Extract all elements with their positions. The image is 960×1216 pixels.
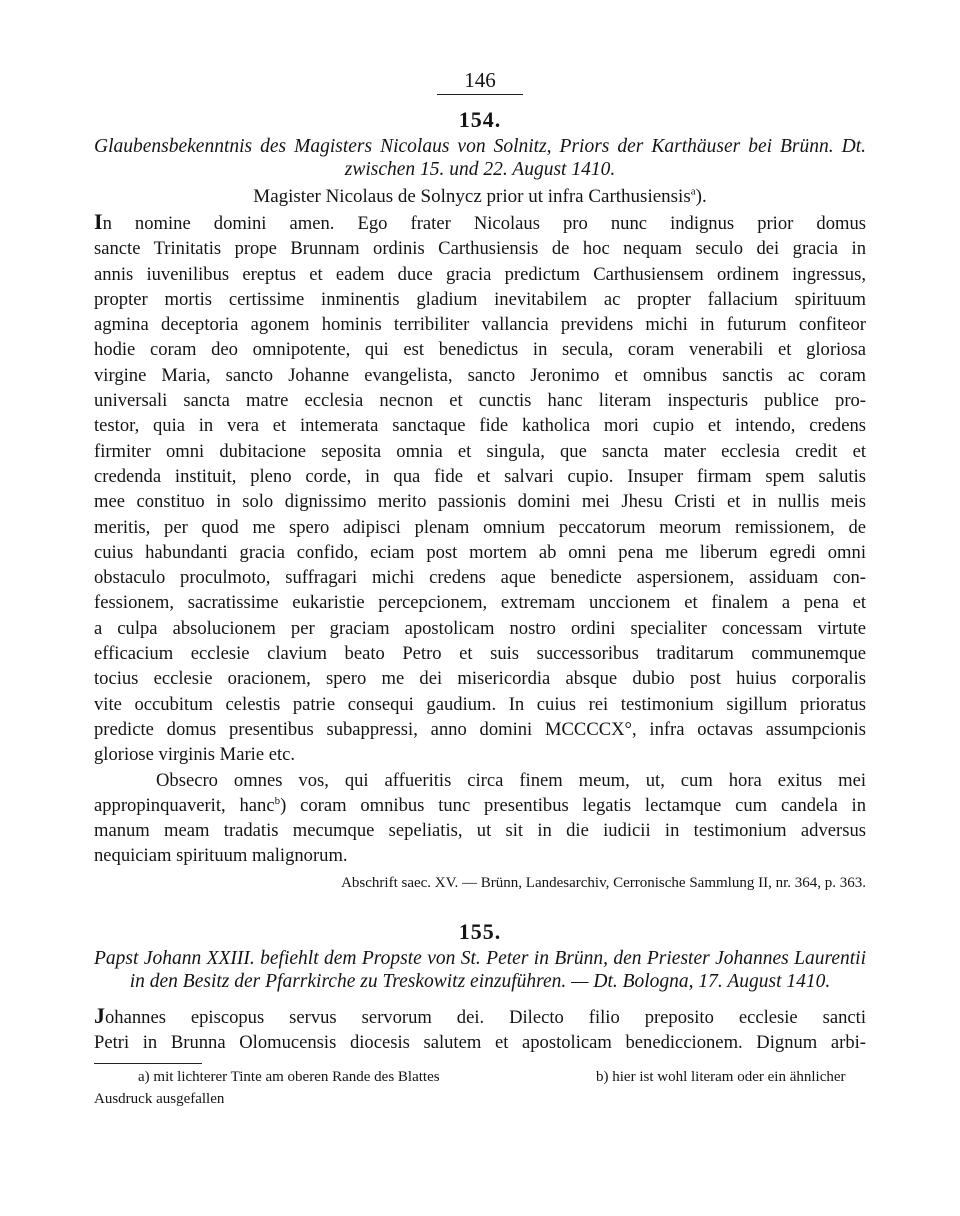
text-line: firmiter omni dubitacione seposita omnia et singula, que sancta mater ecclesia credit et bbox=[94, 440, 866, 462]
text-line: annis iuvenilibus ereptus et eadem duce gracia predictum Carthusiensem ordinem ingressus, bbox=[94, 263, 866, 285]
footnotes bbox=[94, 1066, 866, 1110]
document-number-154: 154. bbox=[458, 107, 502, 132]
text-line: agmina deceptoria agonem hominis terribiliter vallancia previdens michi in futurum confiteor bbox=[94, 314, 866, 336]
text-line: In nomine domini amen. Ego frater Nicolaus pro nunc indignus prior domus bbox=[94, 209, 866, 234]
page-number: 146 bbox=[464, 68, 496, 92]
text-line: efficacium ecclesie clavium beato Petro et suis successoribus traditarum communemque bbox=[94, 643, 866, 665]
text-line: Petri in Brunna Olomucensis diocesis salutem et apostolicam benediccionem. Dignum arbi- bbox=[94, 1032, 866, 1054]
text-line: sancte Trinitatis prope Brunnam ordinis Carthusiensis de hoc nequam seculo dei gracia in bbox=[94, 238, 866, 260]
document-page bbox=[94, 68, 866, 1110]
text-line: mee constituo in solo dignissimo merito passionis domini mei Jhesu Cristi et in nullis meis bbox=[94, 491, 866, 513]
text-line: predicte domus presentibus subappressi, anno domini MCCCCX°, infra octavas assumpcionis bbox=[94, 718, 866, 740]
text-line: manum meam tradatis mecumque sepeliatis, ut sit in die iudicii in testimonium adversus bbox=[94, 820, 866, 842]
text-line: obstaculo proculmoto, suffragari michi credens aque benedicte aspersionem, assiduam con- bbox=[94, 567, 866, 589]
text-line: hodie coram deo omnipotente, qui est benedictus in secula, coram venerabili et gloriosa bbox=[94, 339, 866, 361]
body-text-155 bbox=[94, 1003, 866, 1056]
initial-letter: I bbox=[94, 209, 103, 234]
text-line: vite occubitum celestis patrie consequi gaudium. In cuius rei testimonium sigillum prioratus bbox=[94, 693, 866, 715]
text-line: appropinquaverit, hanc$^b$) coram omnibus tunc presentibus legatis lectamque cum candela in bbox=[94, 794, 866, 816]
document-heading-155: Papst Johann XXIII. befiehlt dem Propste von St. Peter in Brünn, den Priester Johannes Laurentii in den Besitz der Pfarrkirche zu Treskowitz einzuführen. — Dt. Bologna, 17. August 1410. bbox=[94, 947, 866, 992]
text-line: universali sancta matre ecclesia necnon et cunctis hanc literam inspecturis publice pro- bbox=[94, 390, 866, 412]
document-number-155: 155. bbox=[458, 918, 502, 944]
footnote-a: a) mit lichterer Tinte am oberen Rande des Blattes bbox=[138, 1069, 440, 1086]
page-number-rule bbox=[437, 94, 523, 95]
text-line: Obsecro omnes vos, qui affueritis circa finem meum, ut, cum hora exitus mei bbox=[156, 769, 866, 791]
text-line: testor, quia in vera et intemerata sanctaque fide katholica mori cupio et intendo, credens bbox=[94, 415, 866, 437]
document-subheading-154: Magister Nicolaus de Solnycz prior ut infra Carthusiensis$^a$). bbox=[253, 185, 707, 207]
text-line: nequiciam spirituum malignorum. bbox=[94, 845, 348, 867]
text-line: Johannes episcopus servus servorum dei. Dilecto filio preposito ecclesie sancti bbox=[94, 1002, 866, 1028]
text-line: gloriose virginis Marie etc. bbox=[94, 744, 296, 766]
text-line: tocius ecclesie oracionem, spero me dei misericordia absque dubio post huius corporalis bbox=[94, 668, 866, 690]
text-line: fessionem, sacratissime eukaristie percepcionem, extremam unccionem et finalem a pena et bbox=[94, 592, 866, 614]
text-line: cuius habundanti gracia confido, eciam post mortem ab omni pena me liberum egredi omni bbox=[94, 541, 866, 563]
footnote-b: b) hier ist wohl literam oder ein ähnlicher bbox=[596, 1069, 846, 1086]
text-line: meritis, per quod me spero adipisci plenam omnium peccatorum meorum remissionem, de bbox=[94, 516, 866, 538]
body-text-154 bbox=[94, 209, 866, 869]
footnote-b-continuation: Ausdruck ausgefallen bbox=[94, 1091, 225, 1108]
text-line: virgine Maria, sancto Johanne evangelista, sancto Jeronimo et omnibus sanctis ac coram bbox=[94, 364, 866, 386]
document-heading-154: Glaubensbekenntnis des Magisters Nicolaus von Solnitz, Priors der Karthäuser bei Brünn. Dt. zwischen 15. und 22. August 1410. bbox=[94, 136, 866, 180]
footnote-rule bbox=[94, 1063, 202, 1064]
text-line: a culpa absolucionem per graciam apostolicam nostro ordini specialiter concessam virtute bbox=[94, 617, 866, 639]
source-citation-154: Abschrift saec. XV. — Brünn, Landesarchiv, Cerronische Sammlung II, nr. 364, p. 363. bbox=[341, 874, 866, 891]
initial-letter: J bbox=[94, 1002, 105, 1028]
text-line: propter mortis certissime inminentis gladium inevitabilem ac propter fallacium spirituum bbox=[94, 288, 866, 310]
text-line: credenda instituit, pleno corde, in qua fide et salvari cupio. Insuper firmam spem salutis bbox=[94, 465, 866, 487]
